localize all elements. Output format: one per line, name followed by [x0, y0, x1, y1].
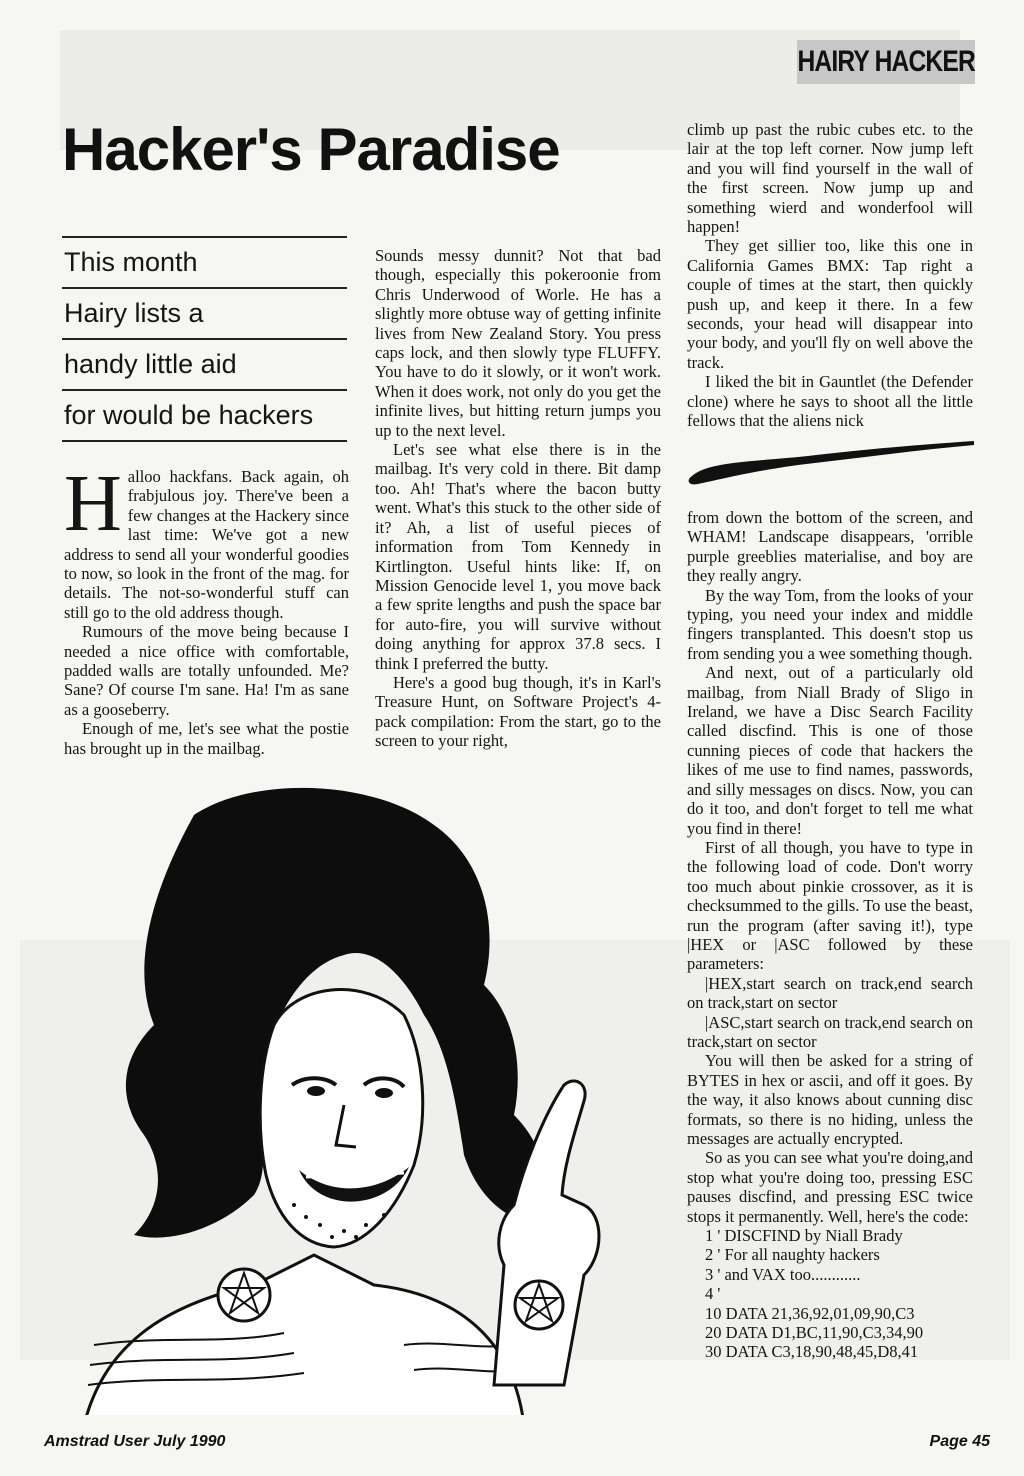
article-headline: Hacker's Paradise — [62, 116, 560, 183]
body-paragraph: So as you can see what you're doing,and stop what you're doing too, pressing ESC pauses discfind, and pressing ESC twice stops it permanently. Well, here's the code: — [687, 1148, 973, 1226]
brush-stroke-divider — [688, 432, 978, 492]
body-paragraph: Rumours of the move being because I needed a nice office with comfortable, padded walls are totally unfounded. Me? Sane? Of course I'm sane. Ha! I'm as sane as a gooseberry. — [64, 622, 349, 719]
command-syntax: |ASC,start search on track,end search on track,start on sector — [687, 1012, 973, 1051]
code-line: 4 ' — [705, 1284, 721, 1304]
body-paragraph: First of all though, you have to type in the following load of code. Don't worry too much about pinkie crossover, as it is checksummed to the gills. To use the beast, run the program (after saving it!), type |HEX or |ASC followed by these parameters: — [687, 837, 973, 974]
body-paragraph: Sounds messy dunnit? Not that bad though, especially this pokeroonie from Chris Underwood of Worle. He has a slightly more obtuse way of getting infinite lives from New Zealand Story. You press caps lock, and then slowly type FLUFFY. You have to do it slowly, or it won't work. When it does work, not only do you get the infinite lives, but hitting return jumps you up to the next level. — [375, 246, 661, 440]
drop-cap: H — [64, 460, 122, 548]
intro-text: alloo hackfans. Back again, oh frabjulous joy. There've been a few changes at the Hackery since last time: We've got a new address to send all your wonderful goodies to now, so look in the front of the mag. for details. The not-so-wonderful stuff can still go to the old address though. — [64, 467, 349, 622]
standfirst-line: handy little aid — [62, 338, 347, 389]
article-column-2 — [375, 246, 661, 751]
code-line: 2 ' For all naughty hackers — [705, 1245, 880, 1265]
standfirst-line: Hairy lists a — [62, 287, 347, 338]
article-column-3-bottom — [687, 508, 973, 1362]
standfirst-line: for would be hackers — [62, 389, 347, 442]
code-listing — [687, 1226, 973, 1362]
section-tag-label: HAIRY HACKER — [797, 45, 975, 78]
section-tag — [797, 40, 975, 84]
intro-paragraph — [64, 460, 349, 622]
standfirst — [62, 236, 347, 442]
code-line: 1 ' DISCFIND by Niall Brady — [705, 1226, 903, 1246]
article-column-3-top — [687, 120, 973, 431]
standfirst-line: This month — [62, 236, 347, 287]
footer-page-number: Page 45 — [929, 1433, 990, 1450]
body-paragraph: Enough of me, let's see what the postie has brought up in the mailbag. — [64, 719, 349, 758]
hairy-hacker-illustration — [44, 785, 684, 1415]
article-column-1 — [64, 460, 349, 758]
code-line: 30 DATA C3,18,90,48,45,D8,41 — [705, 1342, 919, 1362]
code-line: 20 DATA D1,BC,11,90,C3,34,90 — [705, 1323, 924, 1343]
body-paragraph: By the way Tom, from the looks of your typing, you need your index and middle fingers transplanted. This doesn't stop us from sending you a wee something though. — [687, 585, 973, 663]
command-syntax: |HEX,start search on track,end search on track,start on sector — [687, 973, 973, 1013]
code-line: 3 ' and VAX too............ — [705, 1264, 861, 1284]
body-paragraph: climb up past the rubic cubes etc. to the lair at the top left corner. Now jump left and you will find yourself in the wall of the first screen. Now jump up and something wierd and wonderfool will happen! — [687, 120, 973, 237]
body-paragraph: You will then be asked for a string of BYTES in hex or ascii, and off it goes. By the way, it also knows about cunning disc formats, so there is no hiding, unless the messages are actually encrypted. — [687, 1051, 973, 1148]
body-paragraph: And next, out of a particularly old mailbag, from Niall Brady of Sligo in Ireland, we have a Disc Search Facility called discfind. This is one of those cunning pieces of code that hackers the likes of me use to find names, passwords, and silly messages on discs. Now, you can do it too, and don't forget to tell me what you find in there! — [687, 663, 973, 838]
body-paragraph: They get sillier too, like this one in California Games BMX: Tap right a couple of times at the start, then quickly push up, and keep it there. In a few seconds, your head will disappear into your body, and you'll fly on well above the track. — [687, 236, 973, 372]
body-paragraph: I liked the bit in Gauntlet (the Defender clone) where he says to shoot all the little fellows that the aliens nick — [687, 372, 973, 431]
code-line: 10 DATA 21,36,92,01,09,90,C3 — [705, 1303, 915, 1323]
footer-issue: Amstrad User July 1990 — [44, 1433, 226, 1450]
body-paragraph: Let's see what else there is in the mailbag. It's very cold in there. Bit damp too. Ah! That's where the bacon butty went. What's this stuck to the other side of it? Ah, a list of useful pieces of information from Tom Kennedy in Kirtlington. Useful hints like: If, on Mission Genocide level 1, you move back a few sprite lengths and push the space bar for auto-fire, you will survive without doing anything for approx 37.8 secs. I think I preferred the butty. — [375, 440, 661, 673]
body-paragraph: from down the bottom of the screen, and WHAM! Landscape disappears, 'orrible purple greeblies materialise, and boy are they really angry. — [687, 508, 973, 586]
body-paragraph: Here's a good bug though, it's in Karl's Treasure Hunt, on Software Project's 4-pack compilation: From the start, go to the screen to your right, — [375, 672, 661, 751]
